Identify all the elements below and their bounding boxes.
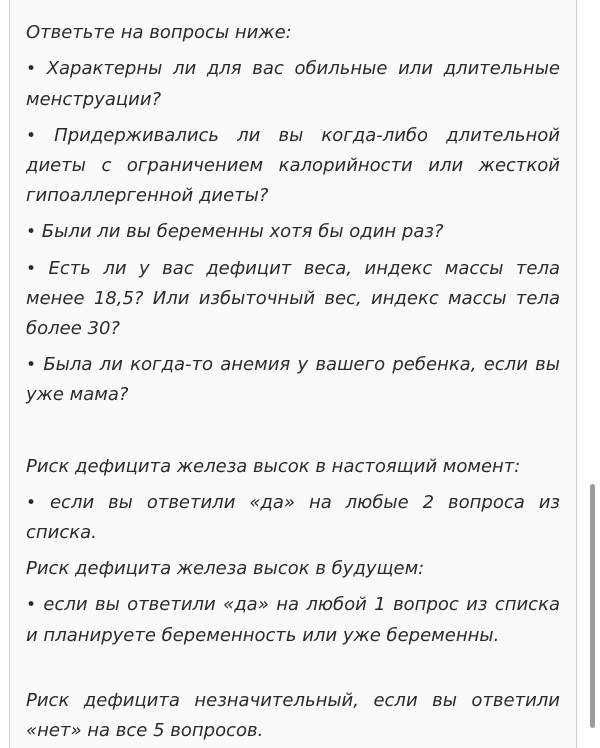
question-text: Были ли вы беременны хотя бы один раз? [41,220,444,242]
bullet-icon: • [26,59,37,79]
bullet-icon: • [26,595,37,615]
bullet-icon: • [26,354,37,375]
condition-text: если вы ответили «да» на любые 2 вопроса из списка. [26,491,560,543]
question-item-3 [26,217,560,248]
bullet-icon: • [26,221,37,242]
risk-future-heading: Риск дефицита железа высок в будущем: [26,558,425,579]
risk-low-text: Риск дефицита незначительный, если вы ответили «нет» на все 5 вопросов. [26,690,560,741]
question-text: Придерживались ли вы когда-либо длительной диеты с ограничением калорийности или жесткой гипоаллергенной диеты? [26,124,560,206]
risk-now-heading: Риск дефицита железа высок в настоящий момент: [26,455,521,477]
intro-text: Ответьте на вопросы ниже: [26,22,292,43]
condition-text: если вы ответили «да» на любой 1 вопрос из списка и планируете беременность или уже беременны. [26,594,560,646]
bullet-icon: • [26,258,37,279]
question-item-4 [26,254,560,344]
bullet-icon: • [26,125,37,146]
question-text: Характерны ли для вас обильные или длительные менструации? [26,58,560,110]
question-item-1 [26,54,560,114]
bullet-icon: • [26,492,37,513]
question-item-2 [26,121,560,211]
risk-now-condition [26,488,560,548]
question-item-5 [26,350,560,410]
article-content [26,18,560,745]
question-text: Была ли когда-то анемия у вашего ребенка, если вы уже мама? [26,353,560,405]
scrollbar-thumb[interactable] [590,484,595,728]
question-text: Есть ли у вас дефицит веса, индекс массы тела менее 18,5? Или избыточный вес, индекс массы тела более 30? [26,257,560,339]
risk-future-condition [26,590,560,650]
